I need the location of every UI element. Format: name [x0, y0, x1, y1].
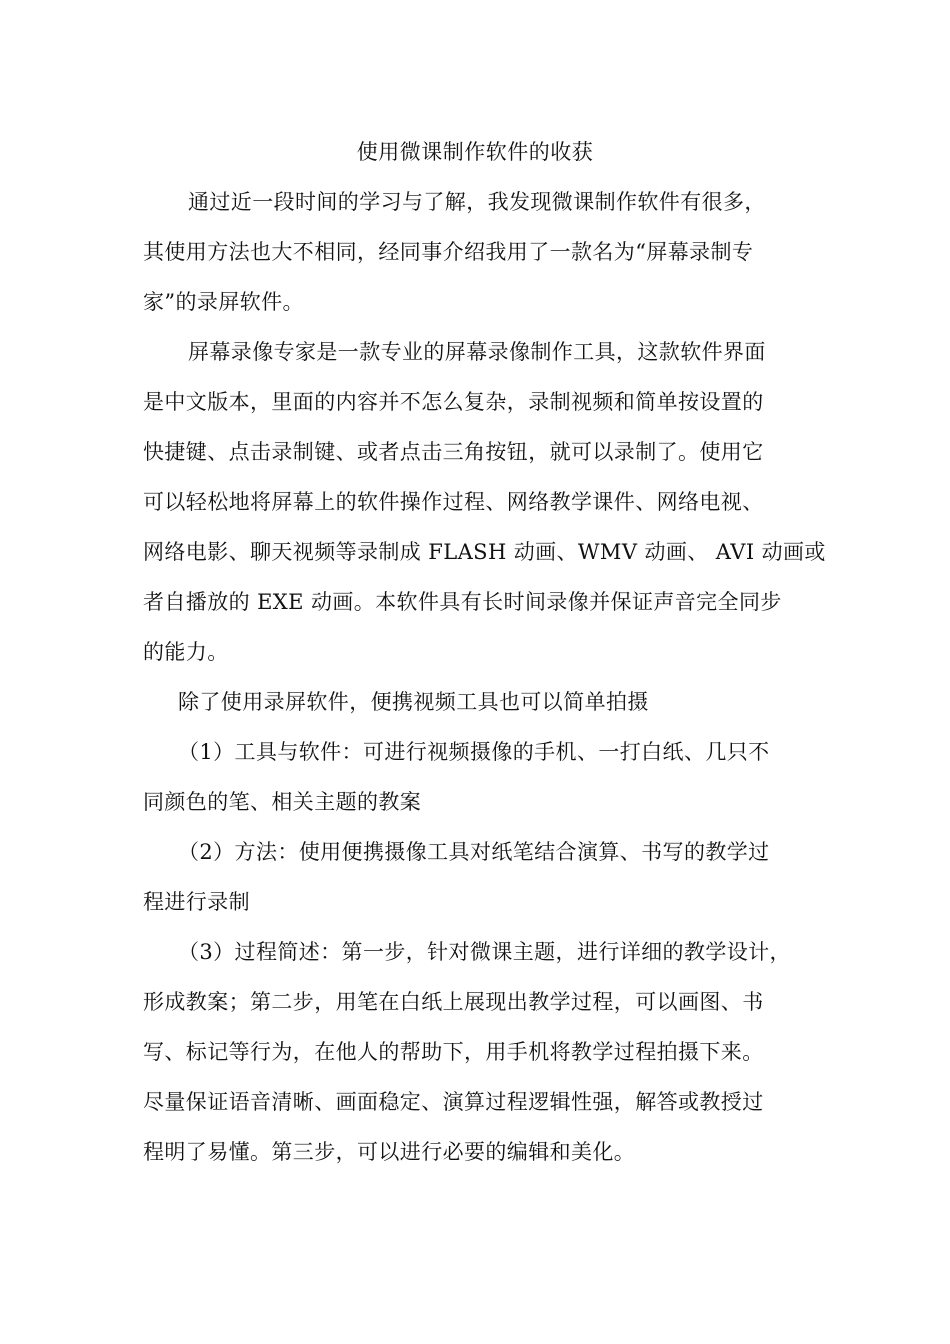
paragraph-line: （2）方法：使用便携摄像工具对纸笔结合演算、书写的教学过 — [178, 840, 770, 864]
paragraph-line: 写、标记等行为，在他人的帮助下，用手机将教学过程拍摄下来。 — [143, 1040, 764, 1064]
paragraph-line: 网络电影、聊天视频等录制成 FLASH 动画、WMV 动画、 AVI 动画或 — [143, 540, 826, 564]
paragraph-line: 程明了易懂。第三步，可以进行必要的编辑和美化。 — [143, 1140, 636, 1164]
paragraph-line: 家”的录屏软件。 — [143, 290, 304, 314]
paragraph-line: 是中文版本，里面的内容并不怎么复杂，录制视频和简单按设置的 — [143, 390, 764, 414]
paragraph-line: （1）工具与软件：可进行视频摄像的手机、一打白纸、几只不 — [178, 740, 770, 764]
paragraph-line: 程进行录制 — [143, 890, 250, 914]
paragraph-line: 可以轻松地将屏幕上的软件操作过程、网络教学课件、网络电视、 — [143, 490, 764, 514]
paragraph-line: 其使用方法也大不相同，经同事介绍我用了一款名为“屏幕录制专 — [143, 240, 754, 264]
paragraph-line: 同颜色的笔、相关主题的教案 — [143, 790, 422, 814]
paragraph-line: 尽量保证语音清晰、画面稳定、演算过程逻辑性强，解答或教授过 — [143, 1090, 764, 1114]
paragraph-line: 屏幕录像专家是一款专业的屏幕录像制作工具，这款软件界面 — [188, 340, 766, 364]
paragraph-line: （3）过程简述：第一步，针对微课主题，进行详细的教学设计， — [178, 940, 791, 964]
paragraph-line: 形成教案；第二步，用笔在白纸上展现出教学过程，可以画图、书 — [143, 990, 764, 1014]
document-title: 使用微课制作软件的收获 — [356, 140, 594, 164]
paragraph-line: 的能力。 — [143, 640, 229, 664]
paragraph-line: 者自播放的 EXE 动画。本软件具有长时间录像并保证声音完全同步 — [143, 590, 782, 614]
paragraph-line: 通过近一段时间的学习与了解，我发现微课制作软件有很多， — [188, 190, 766, 214]
paragraph-line: 除了使用录屏软件，便携视频工具也可以简单拍摄 — [178, 690, 649, 714]
paragraph-line: 快捷键、点击录制键、或者点击三角按钮，就可以录制了。使用它 — [143, 440, 764, 464]
